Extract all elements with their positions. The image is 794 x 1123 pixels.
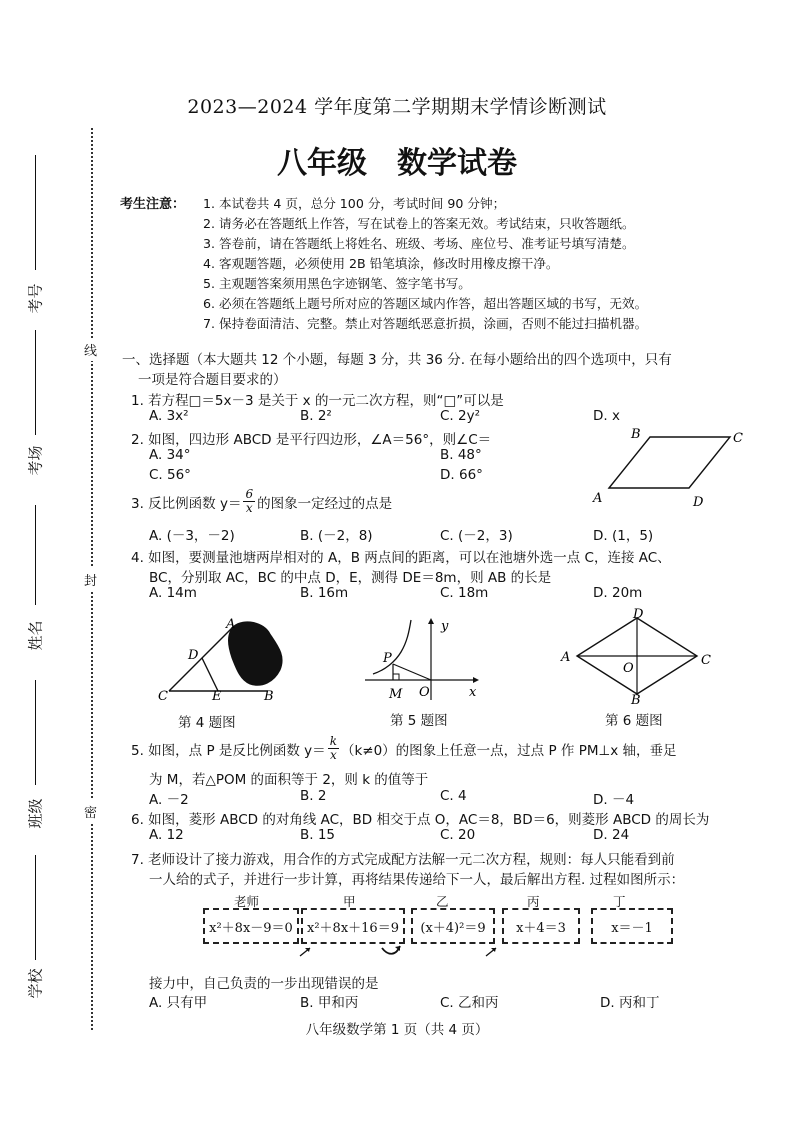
q3-frac-num: 6 — [245, 487, 254, 501]
figure-6 — [555, 606, 725, 706]
exam-title: 2023—2024 学年度第二学期期末学情诊断测试 — [187, 96, 607, 118]
q5-stem-post: （k≠0）的图象上任意一点，过点 P 作 PM⊥x 轴，垂足 — [340, 742, 677, 759]
notice-item: 3. 答卷前，请在答题纸上将姓名、班级、考场、座位号、准考证号填写清楚。 — [203, 236, 635, 251]
q5-frac-num: k — [329, 734, 337, 748]
label-o: O — [419, 685, 430, 700]
label-e: E — [212, 689, 222, 704]
label-a: A — [561, 650, 571, 665]
q5-option-b[interactable]: B. 2 — [300, 788, 327, 804]
notice-item: 1. 本试卷共 4 页，总分 100 分，考试时间 90 分钟； — [203, 196, 506, 211]
q6-option-a[interactable]: A. 12 — [149, 827, 184, 843]
page-footer: 八年级数学第 1 页（共 4 页） — [305, 1022, 489, 1038]
q1-option-b[interactable]: B. 2² — [300, 408, 332, 424]
figure-6-caption: 第 6 题图 — [605, 713, 663, 729]
label-y: y — [441, 619, 449, 634]
label-m: M — [389, 687, 403, 702]
relay-label-ding: 丁 — [613, 894, 626, 909]
q6-option-b[interactable]: B. 15 — [300, 827, 336, 843]
relay-box-bing: x＋4＝3 — [502, 908, 580, 944]
q3-stem-pre: 3. 反比例函数 y＝ — [131, 495, 242, 512]
q3-fraction — [243, 488, 255, 515]
q7-option-d[interactable]: D. 丙和丁 — [600, 995, 660, 1011]
q5-fraction — [328, 735, 339, 762]
q5-frac-den: x — [329, 748, 337, 762]
relay-label-bing: 丙 — [527, 894, 540, 909]
school-line — [35, 855, 36, 960]
pond-shape — [229, 622, 283, 685]
notice-item: 6. 必须在答题纸上题号所对应的答题区域内作答，超出答题区域的书写，无效。 — [203, 296, 648, 311]
relay-box-teacher: x²＋8x－9＝0 — [203, 908, 299, 944]
relay-box-ding: x＝－1 — [591, 908, 673, 944]
q2-stem: 2. 如图，四边形 ABCD 是平行四边形，∠A＝56°，则∠C＝ — [131, 432, 492, 448]
q4-option-a[interactable]: A. 14m — [149, 585, 197, 601]
label-x: x — [469, 685, 477, 700]
y-axis-arrow — [428, 618, 434, 624]
label-b: B — [631, 427, 641, 442]
q6-stem: 6. 如图，菱形 ABCD 的对角线 AC，BD 相交于点 O，AC＝8，BD＝6，则菱形 ABCD 的周长为 — [131, 812, 710, 828]
q2-option-a[interactable]: A. 34° — [149, 447, 191, 463]
school-label: 学校 — [26, 968, 45, 999]
q6-option-c[interactable]: C. 20 — [440, 827, 476, 843]
section-heading-cont: 一项是符合题目要求的） — [138, 372, 287, 388]
relay-label-jia: 甲 — [343, 894, 356, 909]
name-label: 姓名 — [26, 620, 45, 651]
binding-mark-line: 线 — [84, 338, 97, 361]
line-de — [202, 658, 218, 691]
parallelogram-shape — [609, 437, 730, 488]
q2-option-b[interactable]: B. 48° — [440, 447, 482, 463]
q7-option-c[interactable]: C. 乙和丙 — [440, 995, 499, 1011]
q1-option-c[interactable]: C. 2y² — [440, 408, 480, 424]
label-d: D — [693, 495, 704, 510]
q3-option-b[interactable]: B. (－2，8) — [300, 528, 373, 544]
relay-box-jia: x²＋8x＋16＝9 — [301, 908, 405, 944]
binding-mark-seal: 封 — [84, 568, 97, 591]
notice-item: 5. 主观题答案须用黑色字迹钢笔、签字笔书写。 — [203, 276, 471, 291]
label-p: P — [383, 651, 392, 666]
relay-label-teacher: 老师 — [234, 894, 260, 909]
label-c: C — [701, 653, 711, 668]
x-axis-arrow — [473, 677, 479, 683]
notice-item: 7. 保持卷面清洁、完整。禁止对答题纸恶意折损，涂画，否则不能过扫描机器。 — [203, 316, 648, 331]
label-d: D — [188, 648, 199, 663]
class-label: 班级 — [26, 798, 45, 829]
q3-option-d[interactable]: D. (1，5) — [593, 528, 654, 544]
q4-option-d[interactable]: D. 20m — [593, 585, 643, 601]
q3-frac-den: x — [245, 501, 253, 515]
q3-option-a[interactable]: A. (－3，－2) — [149, 528, 235, 544]
relay-box-yi: (x＋4)²＝9 — [411, 908, 495, 944]
q2-option-d[interactable]: D. 66° — [440, 467, 483, 483]
label-a: A — [226, 617, 236, 632]
paper-title: 八年级 数学试卷 — [277, 146, 517, 181]
q4-option-b[interactable]: B. 16m — [300, 585, 349, 601]
q5-option-a[interactable]: A. －2 — [149, 792, 189, 808]
exam-room-label: 考场 — [26, 445, 45, 476]
label-b: B — [631, 693, 641, 706]
figure-4 — [152, 612, 302, 704]
label-o: O — [623, 661, 634, 676]
right-angle-mark — [393, 674, 399, 680]
notice-item: 2. 请务必在答题纸上作答，写在试卷上的答案无效。考试结束，只收答题纸。 — [203, 216, 635, 231]
q1-stem: 1. 若方程□＝5x－3 是关于 x 的一元二次方程，则“□”可以是 — [131, 393, 504, 409]
notice-item: 4. 客观题答题，必须使用 2B 铅笔填涂，修改时用橡皮擦干净。 — [203, 256, 559, 271]
label-c: C — [158, 689, 168, 704]
q5-stem — [131, 735, 677, 762]
label-b: B — [264, 689, 274, 704]
q7-option-a[interactable]: A. 只有甲 — [149, 995, 208, 1011]
label-a: A — [593, 491, 603, 506]
class-line — [35, 680, 36, 785]
q5-option-d[interactable]: D. －4 — [593, 792, 635, 808]
relay-arrows — [290, 940, 530, 962]
q3-stem-post: 的图象一定经过的点是 — [257, 495, 393, 512]
hyperbola-curve — [373, 620, 411, 674]
q4-stem: 4. 如图，要测量池塘两岸相对的 A，B 两点间的距离，可以在池塘外选一点 C，连接 AC、 — [131, 550, 671, 566]
figure-5 — [355, 612, 485, 704]
figure-4-caption: 第 4 题图 — [178, 715, 236, 731]
q5-stem-cont: 为 M，若△POM 的面积等于 2，则 k 的值等于 — [149, 772, 429, 788]
figure-5-caption: 第 5 题图 — [390, 713, 448, 729]
q6-option-d[interactable]: D. 24 — [593, 827, 630, 843]
q2-parallelogram-figure — [585, 422, 755, 514]
q1-option-a[interactable]: A. 3x² — [149, 408, 189, 424]
q5-option-c[interactable]: C. 4 — [440, 788, 467, 804]
label-c: C — [733, 431, 743, 446]
q1-option-d[interactable]: D. x — [593, 408, 620, 424]
q7-option-b[interactable]: B. 甲和丙 — [300, 995, 359, 1011]
notice-label: 考生注意： — [120, 197, 186, 212]
q5-stem-pre: 5. 如图，点 P 是反比例函数 y＝ — [131, 742, 326, 759]
q3-option-c[interactable]: C. (－2，3) — [440, 528, 513, 544]
q4-option-c[interactable]: C. 18m — [440, 585, 489, 601]
q7-question: 接力中，自己负责的一步出现错误的是 — [149, 976, 379, 992]
q2-option-c[interactable]: C. 56° — [149, 467, 191, 483]
q7-stem: 7. 老师设计了接力游戏，用合作的方式完成配方法解一元二次方程，规则：每人只能看到前 — [131, 852, 675, 868]
binding-mark-secret: 密 — [84, 800, 97, 823]
q7-stem-cont: 一人给的式子，并进行一步计算，再将结果传递给下一人，最后解出方程. 过程如图所示： — [149, 872, 685, 888]
exam-no-label: 考号 — [26, 283, 45, 314]
q3-stem — [131, 488, 392, 515]
q4-stem-cont: BC，分别取 AC，BC 的中点 D，E，测得 DE＝8m，则 AB 的长是 — [149, 570, 552, 586]
section-heading: 一、选择题（本大题共 12 个小题，每题 3 分，共 36 分. 在每小题给出的四个选项中，只有 — [122, 352, 672, 368]
label-d: D — [633, 607, 644, 622]
relay-label-yi: 乙 — [436, 894, 449, 909]
name-line — [35, 505, 36, 605]
exam-room-line — [35, 330, 36, 435]
